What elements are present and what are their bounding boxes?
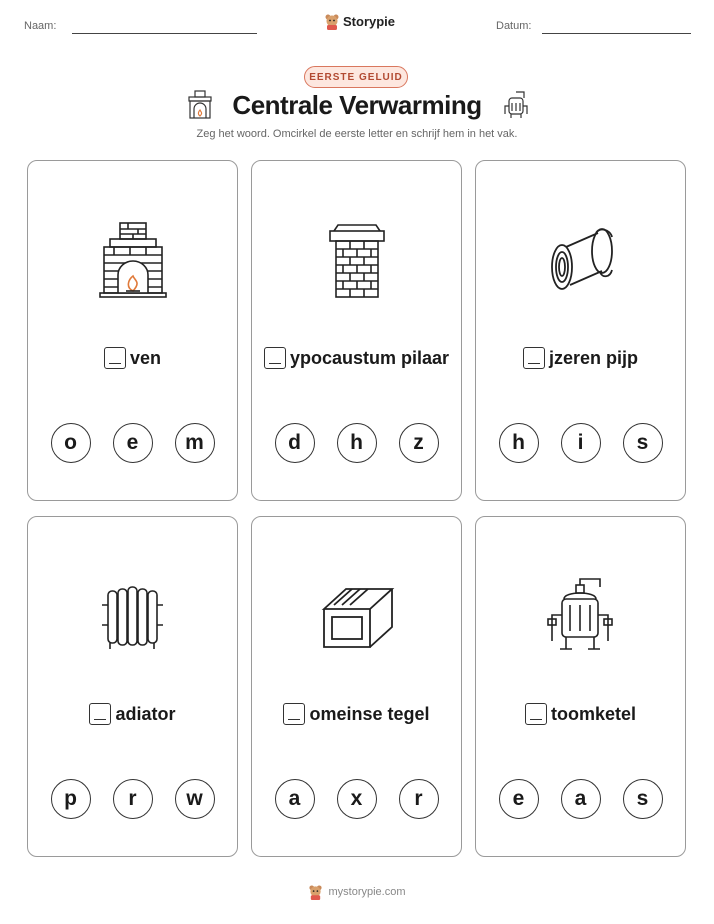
steam-boiler-icon bbox=[536, 575, 626, 655]
letter-option[interactable]: p bbox=[51, 779, 91, 819]
radiator-icon bbox=[88, 575, 178, 655]
instructions: Zeg het woord. Omcirkel de eerste letter en schrijf hem in het vak. bbox=[196, 128, 518, 140]
answer-box[interactable] bbox=[283, 703, 305, 725]
letter-option[interactable]: s bbox=[623, 779, 663, 819]
letter-options bbox=[252, 423, 461, 463]
answer-box[interactable] bbox=[523, 347, 545, 369]
word-ending: toomketel bbox=[550, 703, 637, 724]
letter-options bbox=[252, 779, 461, 819]
name-label: Naam: bbox=[24, 20, 57, 32]
word-card bbox=[27, 160, 238, 501]
word-ending: ven bbox=[129, 347, 162, 368]
letter-option[interactable]: d bbox=[275, 423, 315, 463]
letter-option[interactable]: s bbox=[623, 423, 663, 463]
letter-option[interactable]: i bbox=[561, 423, 601, 463]
date-field[interactable] bbox=[542, 33, 691, 34]
answer-box[interactable] bbox=[89, 703, 111, 725]
bear-mascot-icon bbox=[324, 13, 340, 30]
word-prompt bbox=[252, 347, 461, 369]
letter-option[interactable]: w bbox=[175, 779, 215, 819]
fireplace-icon bbox=[88, 219, 178, 299]
answer-box[interactable] bbox=[264, 347, 286, 369]
letter-option[interactable]: e bbox=[499, 779, 539, 819]
word-card bbox=[475, 160, 686, 501]
word-prompt bbox=[28, 347, 237, 369]
letter-options bbox=[476, 779, 685, 819]
letter-option[interactable]: x bbox=[337, 779, 377, 819]
name-field[interactable] bbox=[72, 33, 257, 34]
word-ending: ypocaustum pilaar bbox=[289, 347, 450, 368]
category-badge: EERSTE GELUID bbox=[304, 66, 408, 88]
word-prompt bbox=[28, 703, 237, 725]
letter-option[interactable]: m bbox=[175, 423, 215, 463]
brick-pillar-icon bbox=[312, 219, 402, 299]
letter-options bbox=[28, 779, 237, 819]
letter-option[interactable]: a bbox=[275, 779, 315, 819]
steam-boiler-icon bbox=[502, 90, 530, 120]
letter-options bbox=[28, 423, 237, 463]
word-ending: omeinse tegel bbox=[309, 703, 430, 724]
footer-url[interactable]: mystorypie.com bbox=[328, 886, 406, 898]
letter-option[interactable]: o bbox=[51, 423, 91, 463]
letter-option[interactable]: z bbox=[399, 423, 439, 463]
letter-option[interactable]: h bbox=[337, 423, 377, 463]
letter-option[interactable]: r bbox=[399, 779, 439, 819]
answer-box[interactable] bbox=[104, 347, 126, 369]
word-prompt bbox=[476, 703, 685, 725]
brand-name: Storypie bbox=[343, 14, 396, 29]
letter-option[interactable]: e bbox=[113, 423, 153, 463]
letter-options bbox=[476, 423, 685, 463]
page-title: Centrale Verwarming bbox=[232, 90, 482, 120]
letter-option[interactable]: h bbox=[499, 423, 539, 463]
letter-option[interactable]: a bbox=[561, 779, 601, 819]
roman-tile-icon bbox=[312, 575, 402, 655]
answer-box[interactable] bbox=[525, 703, 547, 725]
word-ending: adiator bbox=[115, 703, 176, 724]
iron-pipe-icon bbox=[536, 219, 626, 299]
word-card bbox=[251, 516, 462, 857]
word-card bbox=[27, 516, 238, 857]
bear-mascot-icon bbox=[308, 884, 323, 900]
word-card bbox=[251, 160, 462, 501]
word-prompt bbox=[252, 703, 461, 725]
date-label: Datum: bbox=[496, 20, 532, 32]
brand-logo bbox=[324, 13, 395, 30]
word-card bbox=[475, 516, 686, 857]
word-ending: jzeren pijp bbox=[548, 347, 638, 368]
word-prompt bbox=[476, 347, 685, 369]
footer bbox=[0, 884, 714, 900]
letter-option[interactable]: r bbox=[113, 779, 153, 819]
